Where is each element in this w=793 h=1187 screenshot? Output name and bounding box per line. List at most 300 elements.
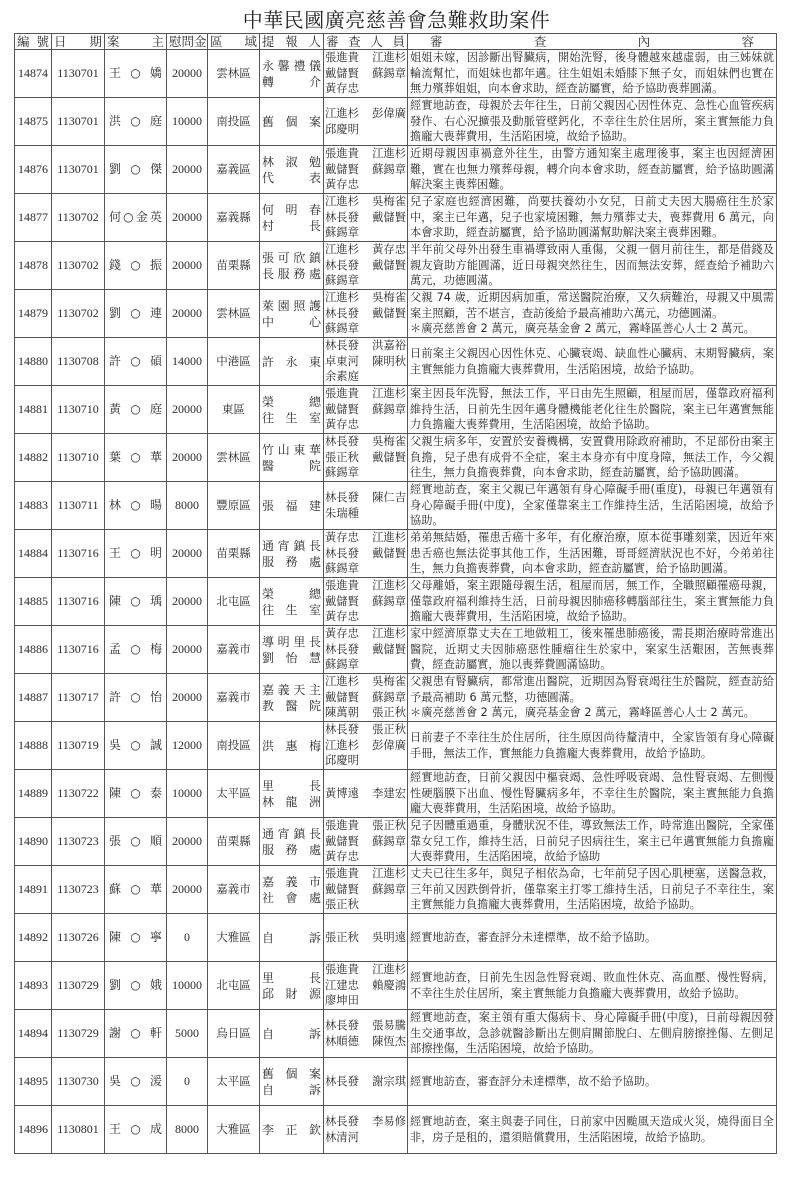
case-region: 大雅區 bbox=[208, 914, 260, 962]
table-row bbox=[15, 194, 777, 242]
case-date: 1130716 bbox=[52, 530, 105, 578]
reviewer-name: 江進杉 bbox=[325, 675, 359, 689]
reporter-char: 服 bbox=[277, 266, 290, 281]
reporter-char: 何 bbox=[262, 202, 275, 217]
reviewer-name: 蘇錫章 bbox=[325, 274, 359, 288]
reviewer-name: 林長發 bbox=[325, 1019, 359, 1032]
subject-char: 庭 bbox=[149, 114, 162, 128]
reporter-char: 自 bbox=[262, 930, 275, 945]
subject-char: 陳 bbox=[109, 786, 122, 800]
case-date: 1130710 bbox=[52, 434, 105, 482]
review-content bbox=[408, 1106, 777, 1154]
reviewer-name: 林長發 bbox=[325, 546, 359, 560]
relief-amount: 20000 bbox=[167, 434, 208, 482]
subject-char: ○ bbox=[130, 306, 141, 320]
header-amount bbox=[167, 34, 208, 50]
header-char: 區 bbox=[210, 34, 223, 49]
reviewer-name: 江進杉 bbox=[372, 531, 406, 545]
subject-char: ○ bbox=[130, 450, 141, 464]
subject-char: ○ bbox=[130, 162, 141, 176]
reviewer-name: 邱慶明 bbox=[325, 754, 359, 768]
case-id: 14888 bbox=[15, 722, 52, 770]
table-row bbox=[15, 1010, 777, 1058]
subject-char: 張 bbox=[109, 834, 122, 848]
case-subject bbox=[105, 722, 167, 770]
header-char: 編 bbox=[17, 34, 30, 49]
reporter-char: 總 bbox=[308, 586, 321, 601]
reviewer-name: 黃存忠 bbox=[325, 178, 359, 192]
reporter-char: 表 bbox=[308, 170, 321, 185]
relief-amount: 8000 bbox=[167, 1106, 208, 1154]
reporter-char: 財 bbox=[285, 986, 298, 1001]
subject-char: 王 bbox=[109, 66, 122, 80]
reporter-char: 榮 bbox=[262, 394, 275, 409]
relief-amount: 20000 bbox=[167, 50, 208, 98]
reporter-char: 嘉 bbox=[262, 874, 275, 889]
reporter-char: 建 bbox=[308, 498, 321, 513]
header-date bbox=[52, 34, 105, 50]
case-reporter bbox=[260, 770, 324, 818]
subject-char: 娥 bbox=[149, 978, 162, 992]
review-content bbox=[408, 290, 777, 338]
header-char: 提 bbox=[262, 34, 275, 49]
table-row bbox=[15, 722, 777, 770]
reviewer-name: 黃存忠 bbox=[325, 82, 359, 96]
case-subject bbox=[105, 338, 167, 386]
relief-amount: 0 bbox=[167, 1058, 208, 1106]
review-content bbox=[408, 674, 777, 722]
reviewer-name: 戴儲賢 bbox=[372, 210, 406, 224]
review-text: 丈夫已往生多年，與兒子相依為命，七年前兒子因心肌梗塞，送醫急救，三年前又因跌倒骨折，僅靠案主打零工維持生活，日前兒子不幸往生，案主實無能力負擔龐大喪葬費用，生活陷困境，故給予協助。 bbox=[410, 867, 774, 912]
reviewer-name: 張進貴 bbox=[325, 387, 359, 401]
case-date: 1130729 bbox=[52, 1010, 105, 1058]
reviewer-name: 吳梅雀 bbox=[372, 195, 406, 209]
case-region: 東區 bbox=[208, 386, 260, 434]
case-region: 雲林區 bbox=[208, 50, 260, 98]
case-reporter bbox=[260, 1106, 324, 1154]
reviewer-name: 林順德 bbox=[325, 1034, 359, 1048]
table-row bbox=[15, 146, 777, 194]
reporter-char: 代 bbox=[262, 170, 275, 185]
header-char: 查 bbox=[348, 34, 361, 49]
reviewer-name: 江進杉 bbox=[325, 195, 359, 209]
review-note: ＊廣亮慈善會 2 萬元，廣亮基金會 2 萬元，霧峰區善心人士 2 萬元。 bbox=[410, 322, 755, 336]
subject-char: 何 bbox=[109, 210, 122, 224]
reporter-char: 許 bbox=[262, 354, 275, 369]
reviewer-name: 張正秋 bbox=[325, 930, 359, 944]
header-char: 主 bbox=[151, 34, 164, 49]
case-date: 1130801 bbox=[52, 1106, 105, 1154]
review-text: 日前案主父親因心因性休克、心臟衰竭、缺血性心臟病、末期腎臟病，案主實無能力負擔龐大喪葬費用，生活陷困境，故給予協助。 bbox=[410, 347, 774, 376]
subject-char: 瑀 bbox=[149, 594, 162, 608]
reviewer-name: 江進杉 bbox=[372, 867, 406, 881]
reporter-char: 源 bbox=[308, 986, 321, 1001]
reviewer-name: 戴儲賢 bbox=[325, 834, 359, 848]
header-char: 審 bbox=[326, 34, 339, 49]
case-id: 14877 bbox=[15, 194, 52, 242]
review-content bbox=[408, 98, 777, 146]
reporter-char: 訴 bbox=[308, 1082, 321, 1097]
review-content bbox=[408, 722, 777, 770]
relief-amount: 10000 bbox=[167, 962, 208, 1010]
reviewer-name: 林長發 bbox=[325, 306, 359, 320]
case-subject bbox=[105, 578, 167, 626]
reviewer-name: 林長發 bbox=[325, 642, 359, 656]
reporter-char: 永 bbox=[262, 58, 275, 73]
review-content bbox=[408, 530, 777, 578]
subject-char: 明 bbox=[149, 546, 162, 560]
case-date: 1130730 bbox=[52, 1058, 105, 1106]
reporter-char: 案 bbox=[308, 114, 321, 129]
case-region: 南投區 bbox=[208, 722, 260, 770]
header-char: 查 bbox=[533, 34, 547, 49]
reporter-char: 淑 bbox=[285, 154, 298, 169]
reporter-char: 室 bbox=[308, 410, 321, 425]
table-row bbox=[15, 338, 777, 386]
case-date: 1130717 bbox=[52, 674, 105, 722]
reviewer-name: 張正秋 bbox=[325, 450, 359, 464]
reporter-char: 照 bbox=[293, 298, 306, 313]
relief-amount: 20000 bbox=[167, 866, 208, 914]
reviewer-name: 張進貴 bbox=[325, 579, 359, 593]
subject-char: 黃 bbox=[109, 402, 122, 416]
case-subject bbox=[105, 770, 167, 818]
reporter-char: 張 bbox=[262, 250, 275, 265]
case-date: 1130711 bbox=[52, 482, 105, 530]
reviewer-name: 黃存忠 bbox=[325, 850, 359, 864]
reviewer-name: 戴儲賢 bbox=[372, 450, 406, 464]
case-reviewers bbox=[324, 434, 408, 482]
case-date: 1130723 bbox=[52, 818, 105, 866]
review-content bbox=[408, 962, 777, 1010]
case-reporter bbox=[260, 50, 324, 98]
case-date: 1130708 bbox=[52, 338, 105, 386]
reporter-char: 天 bbox=[293, 682, 306, 697]
subject-char: 劉 bbox=[109, 306, 122, 320]
case-reviewers bbox=[324, 866, 408, 914]
case-id: 14893 bbox=[15, 962, 52, 1010]
reporter-char: 萊 bbox=[262, 298, 275, 313]
case-region: 太平區 bbox=[208, 770, 260, 818]
reviewer-name: 吳梅雀 bbox=[372, 291, 406, 305]
review-text: 經實地訪查，日前父親因中樞衰竭、急性呼吸衰竭、急性腎衰竭、左側慢性硬腦膜下出血、慢性腎臟病多年，不幸往生於醫院，案主實無能力負擔龐大喪葬費用，生活陷困境，故給予協助。 bbox=[410, 771, 774, 816]
reviewer-name: 余素庭 bbox=[325, 370, 359, 384]
reviewer-name: 張進貴 bbox=[325, 867, 359, 881]
reporter-char: 護 bbox=[308, 298, 321, 313]
subject-char: 金 bbox=[135, 210, 148, 224]
reviewer-name: 江進杉 bbox=[372, 579, 406, 593]
header-id bbox=[15, 34, 52, 50]
case-reviewers bbox=[324, 914, 408, 962]
subject-char: ○ bbox=[130, 738, 141, 752]
review-content bbox=[408, 386, 777, 434]
table-row bbox=[15, 866, 777, 914]
case-region: 雲林區 bbox=[208, 290, 260, 338]
case-region: 中港區 bbox=[208, 338, 260, 386]
case-reporter bbox=[260, 530, 324, 578]
review-text: 父親 74 歲，近期因病加重，常送醫院治療，又久病難治，母親又中風需案主照顧，苦不堪言，查訪後給予最高補助六萬元，功德圓滿。 bbox=[410, 291, 774, 320]
reporter-char: 竹 bbox=[262, 442, 275, 457]
subject-char: 吳 bbox=[109, 1074, 122, 1088]
reviewer-name: 江進杉 bbox=[372, 51, 406, 65]
reporter-char: 鎮 bbox=[293, 826, 306, 841]
subject-char: 王 bbox=[109, 1122, 122, 1136]
reviewer-name: 江進杉 bbox=[372, 627, 406, 641]
reporter-char: 張 bbox=[262, 498, 275, 513]
subject-char: ○ bbox=[130, 114, 141, 128]
case-reporter bbox=[260, 674, 324, 722]
case-subject bbox=[105, 626, 167, 674]
review-text: 半年前父母外出發生車禍導致兩人重傷，父親一個月前往生，都是借錢及親友資助方能圓滿，近日母親突然往生，因而無法安葬，經查給予補助六萬元，功德圓滿。 bbox=[410, 243, 774, 288]
case-reviewers bbox=[324, 482, 408, 530]
reporter-char: 處 bbox=[308, 842, 321, 857]
subject-char: ○ bbox=[130, 1026, 141, 1040]
subject-char: 湲 bbox=[149, 1074, 162, 1088]
case-reviewers bbox=[324, 578, 408, 626]
case-reviewers bbox=[324, 818, 408, 866]
case-date: 1130702 bbox=[52, 194, 105, 242]
reporter-char: 長 bbox=[308, 634, 321, 649]
review-text: 案主因長年洗腎，無法工作，平日由先生照顧，租屋而居，僅靠政府福利維持生活，日前先生因年邁身體機能老化往生於醫院，案主已年邁實無能力負擔龐大喪葬費用，生活陷困境，故給予協助。 bbox=[410, 387, 774, 432]
subject-char: ○ bbox=[130, 594, 141, 608]
reviewer-name: 李建宏 bbox=[372, 786, 406, 800]
case-reporter bbox=[260, 1058, 324, 1106]
reporter-char: 會 bbox=[285, 890, 298, 905]
reporter-char: 里 bbox=[262, 970, 275, 985]
case-reporter bbox=[260, 98, 324, 146]
reviewer-name: 蘇錫章 bbox=[372, 66, 406, 80]
case-reporter bbox=[260, 290, 324, 338]
case-region: 太平區 bbox=[208, 1058, 260, 1106]
reviewer-name: 黃博遠 bbox=[325, 786, 359, 800]
case-region: 烏日區 bbox=[208, 1010, 260, 1058]
subject-char: 英 bbox=[149, 210, 162, 224]
reporter-char: 怡 bbox=[285, 650, 298, 665]
reporter-char: 醫 bbox=[262, 458, 275, 473]
review-content bbox=[408, 194, 777, 242]
case-region: 苗栗縣 bbox=[208, 242, 260, 290]
reporter-char: 社 bbox=[262, 890, 275, 905]
subject-char: 陳 bbox=[109, 594, 122, 608]
reviewer-name: 林長發 bbox=[325, 491, 359, 504]
case-subject bbox=[105, 530, 167, 578]
reviewer-name: 蘇錫章 bbox=[372, 402, 406, 416]
subject-char: 嬌 bbox=[149, 66, 162, 80]
subject-char: 謝 bbox=[109, 1026, 122, 1040]
subject-char: 蘇 bbox=[109, 882, 122, 896]
case-date: 1130716 bbox=[52, 626, 105, 674]
review-text: 經實地訪查，案主與妻子同住，日前家中因颱風天造成火災，燒得面目全非，房子是租的，還須賠償費用，生活陷困境，故給予協助。 bbox=[410, 1115, 774, 1144]
case-subject bbox=[105, 434, 167, 482]
reporter-char: 院 bbox=[308, 458, 321, 473]
header-char: 審 bbox=[430, 34, 443, 49]
header-reviewers bbox=[324, 34, 408, 50]
reviewer-name: 張正秋 bbox=[325, 898, 359, 912]
reporter-char: 長 bbox=[308, 970, 321, 985]
case-date: 1130719 bbox=[52, 722, 105, 770]
relief-amount: 20000 bbox=[167, 386, 208, 434]
reporter-char: 處 bbox=[308, 554, 321, 569]
subject-char: 順 bbox=[149, 834, 162, 848]
page-title: 中華民國廣亮慈善會急難救助案件 bbox=[242, 8, 551, 32]
reviewer-name: 洪嘉裕 bbox=[372, 339, 406, 353]
relief-amount: 20000 bbox=[167, 194, 208, 242]
header-char: 期 bbox=[89, 34, 102, 49]
case-id: 14894 bbox=[15, 1010, 52, 1058]
reporter-char: 轉 bbox=[262, 74, 275, 89]
case-reporter bbox=[260, 866, 324, 914]
review-text: 父親患有腎臟病，都常進出醫院，近期因為腎衰竭往生於醫院，經查訪給予最高補助 6 萬元整，功德圓滿。 bbox=[410, 675, 774, 704]
review-content bbox=[408, 50, 777, 98]
reporter-char: 林 bbox=[262, 794, 275, 809]
reviewer-name: 陳仁吉 bbox=[372, 491, 406, 504]
reporter-char: 明 bbox=[285, 202, 298, 217]
reviewer-name: 朱瑞種 bbox=[325, 506, 359, 520]
relief-amount: 12000 bbox=[167, 722, 208, 770]
subject-char: ○ bbox=[130, 690, 141, 704]
reporter-char: 舊 bbox=[262, 114, 275, 129]
reporter-char: 勉 bbox=[308, 154, 321, 169]
subject-char: 碩 bbox=[149, 354, 162, 368]
reporter-char: 醫 bbox=[285, 698, 298, 713]
case-id: 14878 bbox=[15, 242, 52, 290]
case-id: 14890 bbox=[15, 818, 52, 866]
table-row bbox=[15, 482, 777, 530]
reviewer-name: 蘇錫章 bbox=[325, 562, 359, 576]
table-row bbox=[15, 578, 777, 626]
reviewer-name: 謝宗琪 bbox=[372, 1074, 406, 1088]
header-char: 金 bbox=[194, 34, 207, 49]
header-char: 日 bbox=[54, 34, 67, 49]
reviewer-name: 戴儲賢 bbox=[325, 162, 359, 176]
reporter-char: 宵 bbox=[277, 538, 290, 553]
reporter-char: 鎮 bbox=[308, 250, 321, 265]
reporter-char: 山 bbox=[277, 442, 290, 457]
table-row bbox=[15, 914, 777, 962]
subject-char: ○ bbox=[130, 882, 141, 896]
table-row bbox=[15, 434, 777, 482]
table-row bbox=[15, 290, 777, 338]
case-reporter bbox=[260, 434, 324, 482]
header-content bbox=[408, 34, 777, 50]
case-id: 14892 bbox=[15, 914, 52, 962]
subject-char: ○ bbox=[130, 978, 141, 992]
reviewer-name: 張正秋 bbox=[372, 706, 406, 720]
reporter-char: 欽 bbox=[308, 1122, 321, 1137]
reviewer-name: 李易修 bbox=[372, 1115, 406, 1128]
reviewer-name: 林長發 bbox=[325, 723, 359, 737]
reporter-char: 總 bbox=[308, 394, 321, 409]
case-region: 苗栗縣 bbox=[208, 530, 260, 578]
reviewer-name: 林長發 bbox=[325, 1115, 359, 1128]
reporter-char: 李 bbox=[262, 1122, 275, 1137]
header-name bbox=[105, 34, 167, 50]
subject-char: 傑 bbox=[149, 162, 162, 176]
reporter-char: 通 bbox=[262, 538, 275, 553]
subject-char: 洪 bbox=[109, 114, 122, 128]
case-reviewers bbox=[324, 674, 408, 722]
reviewer-name: 陳恆杰 bbox=[372, 1034, 406, 1048]
case-reviewers bbox=[324, 626, 408, 674]
relief-amount: 10000 bbox=[167, 98, 208, 146]
reporter-char: 務 bbox=[285, 842, 298, 857]
reporter-char: 長 bbox=[308, 218, 321, 233]
review-content bbox=[408, 866, 777, 914]
reviewer-name: 張進貴 bbox=[325, 147, 359, 161]
reporter-char: 龍 bbox=[285, 794, 298, 809]
table-row bbox=[15, 1106, 777, 1154]
reviewer-name: 卓東河 bbox=[325, 354, 359, 368]
review-content bbox=[408, 434, 777, 482]
reporter-char: 東 bbox=[293, 442, 306, 457]
reviewer-name: 江進杉 bbox=[325, 107, 359, 120]
reporter-char: 義 bbox=[285, 874, 298, 889]
header-char: 域 bbox=[244, 34, 257, 49]
case-date: 1130723 bbox=[52, 866, 105, 914]
review-text: 弟弟無結婚，罹患舌癌十多年，有化療治療，原本從事雕刻業，因近年來患舌癌也無法從事其他工作，生活困難，哥哥經濟狀況也不好，今弟弟往生，無力負擔喪葬費，向本會求助，經查訪屬實，給予協助圓滿。 bbox=[410, 531, 774, 576]
subject-char: ○ bbox=[130, 1122, 141, 1136]
case-reviewers bbox=[324, 530, 408, 578]
reporter-char: 服 bbox=[262, 554, 275, 569]
case-region: 南投區 bbox=[208, 98, 260, 146]
case-reporter bbox=[260, 242, 324, 290]
table-row bbox=[15, 386, 777, 434]
review-text: 經實地訪查，案主父親已年邁領有身心障礙手冊(重度)，母親已年邁領有身心障礙手冊(中度)，全家僅靠案主工作維持生活，生活陷困境，故給予協助。 bbox=[410, 483, 774, 528]
reviewer-name: 戴儲賢 bbox=[325, 594, 359, 608]
reporter-char: 個 bbox=[285, 1066, 298, 1081]
case-date: 1130722 bbox=[52, 770, 105, 818]
case-region: 嘉義市 bbox=[208, 626, 260, 674]
case-reviewers bbox=[324, 1058, 408, 1106]
review-content bbox=[408, 578, 777, 626]
case-id: 14895 bbox=[15, 1058, 52, 1106]
header-char: 員 bbox=[392, 34, 405, 49]
reviewer-name: 林長發 bbox=[325, 210, 359, 224]
review-note: ＊廣亮慈善會 2 萬元，廣亮基金會 2 萬元，霧峰區善心人士 2 萬元。 bbox=[410, 706, 755, 720]
case-reviewers bbox=[324, 386, 408, 434]
case-id: 14879 bbox=[15, 290, 52, 338]
subject-char: 誠 bbox=[149, 738, 162, 752]
case-reviewers bbox=[324, 1010, 408, 1058]
case-subject bbox=[105, 386, 167, 434]
reviewer-name: 江進杉 bbox=[325, 291, 359, 305]
subject-char: 葉 bbox=[109, 450, 122, 464]
review-text: 近期母親因車禍意外往生，由警方通知案主處理後事，案主也因經濟困難，實在也無力殯葬母親，轉介向本會求助，經查訪屬實，給予協助圓滿解決案主喪葬困難。 bbox=[410, 147, 774, 192]
case-date: 1130726 bbox=[52, 914, 105, 962]
case-region: 北屯區 bbox=[208, 962, 260, 1010]
table-row bbox=[15, 770, 777, 818]
subject-char: ○ bbox=[130, 66, 141, 80]
reporter-char: 中 bbox=[262, 314, 275, 329]
table-row bbox=[15, 530, 777, 578]
case-subject bbox=[105, 1010, 167, 1058]
case-id: 14875 bbox=[15, 98, 52, 146]
case-reviewers bbox=[324, 338, 408, 386]
reporter-char: 儀 bbox=[308, 58, 321, 73]
reporter-char: 嘉 bbox=[262, 682, 275, 697]
case-reporter bbox=[260, 146, 324, 194]
subject-char: 庭 bbox=[149, 402, 162, 416]
relief-amount: 10000 bbox=[167, 770, 208, 818]
case-subject bbox=[105, 482, 167, 530]
subject-char: 華 bbox=[149, 882, 162, 896]
case-reviewers bbox=[324, 98, 408, 146]
subject-char: ○ bbox=[123, 210, 134, 224]
reviewer-name: 蘇錫章 bbox=[325, 658, 359, 672]
review-text: 日前妻子不幸往生於住居所，往生原因尚待釐清中，全家皆領有身心障礙手冊，無法工作，實無能力負擔龐大喪葬費用，故給予協助。 bbox=[410, 731, 774, 760]
case-subject bbox=[105, 818, 167, 866]
reviewer-name: 張易騰 bbox=[372, 1019, 406, 1032]
